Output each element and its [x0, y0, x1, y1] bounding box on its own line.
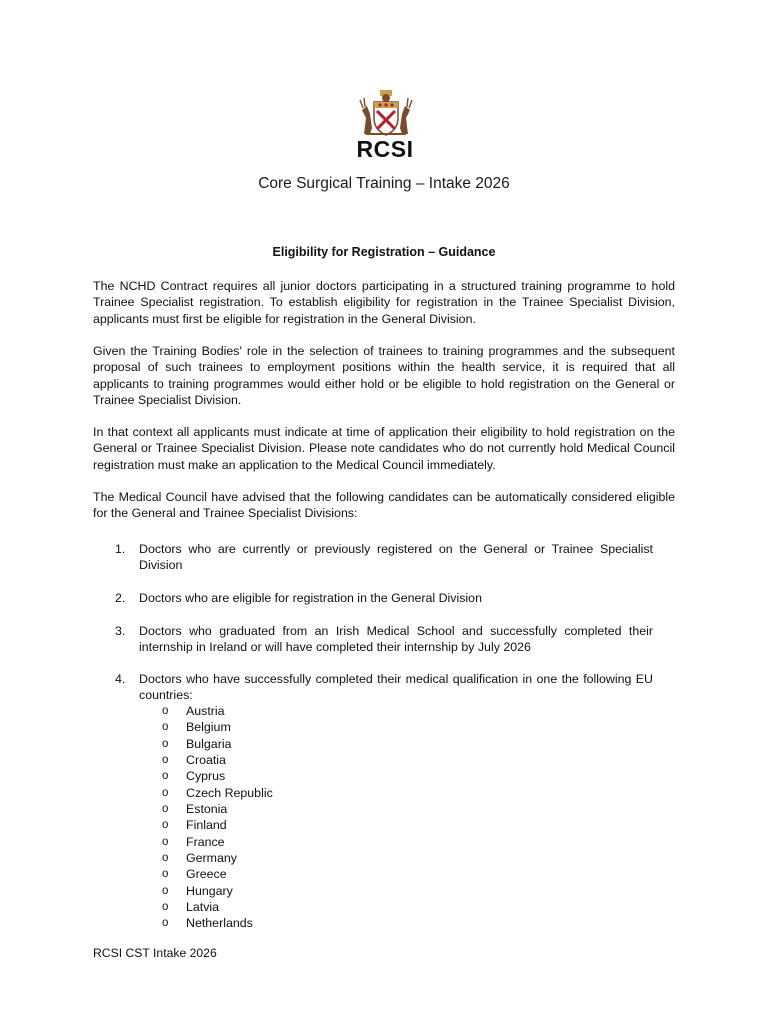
list-number: 3.: [115, 624, 126, 638]
country-list-item: [160, 899, 273, 915]
rcsi-crest-logo: [358, 88, 414, 138]
country-name: Greece: [186, 867, 227, 882]
country-name: France: [186, 834, 225, 849]
paragraph: The NCHD Contract requires all junior doctors participating in a structured training programme to hold Trainee Specialist registration. To establish eligibility for registration in the Trainee Specialist Division, applicants must first be eligible for registration in the General Division.: [93, 279, 675, 326]
country-name: Austria: [186, 704, 225, 718]
list-item-text: Doctors who have successfully completed their medical qualification in one the following EU countries:: [139, 672, 653, 703]
logo-wordmark: RCSI: [356, 136, 414, 162]
country-list-item: [160, 850, 273, 866]
country-list-item: [160, 817, 273, 833]
list-number: 4.: [115, 672, 126, 686]
paragraph: In that context all applicants must indicate at time of application their eligibility to hold registration on the General or Trainee Specialist Division. Please note candidates who do not currently hold Medical Council registration must make an application to the Medical Council immediately.: [93, 425, 675, 472]
bullet-circle-icon: o: [162, 917, 169, 930]
country-list-item: [160, 736, 273, 752]
page-footer: RCSI CST Intake 2026: [93, 946, 217, 960]
country-list-item: [160, 785, 273, 801]
country-list-item: [160, 866, 273, 882]
country-name: Hungary: [186, 883, 233, 898]
paragraph: The Medical Council have advised that the following candidates can be automatically considered eligible for the General and Trainee Specialist Divisions:: [93, 490, 675, 521]
country-list-item: [160, 883, 273, 899]
country-list-item: [160, 703, 273, 719]
bullet-circle-icon: o: [162, 786, 169, 799]
country-name: Belgium: [186, 720, 231, 735]
bullet-circle-icon: o: [162, 754, 169, 767]
country-list-item: [160, 801, 273, 817]
bullet-circle-icon: o: [162, 721, 169, 734]
country-list-item: [160, 768, 273, 784]
country-list: [160, 703, 273, 932]
country-name: Czech Republic: [186, 785, 273, 800]
country-name: Bulgaria: [186, 736, 232, 751]
list-number: 1.: [115, 542, 126, 556]
bullet-circle-icon: o: [162, 705, 169, 717]
country-list-item: [160, 719, 273, 735]
bullet-circle-icon: o: [162, 819, 169, 832]
bullet-circle-icon: o: [162, 852, 169, 865]
bullet-circle-icon: o: [162, 737, 169, 750]
country-name: Netherlands: [186, 916, 253, 931]
bullet-circle-icon: o: [162, 901, 169, 914]
country-name: Croatia: [186, 753, 226, 768]
bullet-circle-icon: o: [162, 868, 169, 881]
paragraph: Given the Training Bodies' role in the selection of trainees to training programmes and the subsequent proposal of such trainees to employment positions within the health service, it is required that all applicants to training programmes would either hold or be eligible to hold registration on the General or Trainee Specialist Division.: [93, 344, 675, 407]
bullet-circle-icon: o: [162, 770, 169, 783]
crest-right-supporter: [400, 106, 410, 134]
country-name: Estonia: [186, 802, 228, 817]
country-name: Germany: [186, 851, 237, 866]
list-number: 2.: [115, 591, 126, 605]
country-name: Finland: [186, 818, 227, 833]
list-item-text: Doctors who are eligible for registration in the General Division: [139, 591, 482, 605]
country-name: Cyprus: [186, 769, 226, 784]
section-heading: Eligibility for Registration – Guidance: [272, 245, 496, 259]
page-subtitle: Core Surgical Training – Intake 2026: [258, 175, 510, 192]
list-item-text: Doctors who are currently or previously registered on the General or Trainee Specialist Division: [139, 542, 653, 573]
crest-left-supporter: [362, 106, 372, 134]
list-item-text: Doctors who graduated from an Irish Medical School and successfully completed their internship in Ireland or will have completed their internship by July 2026: [139, 624, 653, 655]
country-name: Latvia: [186, 900, 220, 915]
bullet-circle-icon: o: [162, 803, 169, 816]
country-list-item: [160, 915, 273, 931]
country-list-item: [160, 834, 273, 850]
bullet-circle-icon: o: [162, 884, 169, 897]
bullet-circle-icon: o: [162, 835, 169, 848]
country-list-item: [160, 752, 273, 768]
